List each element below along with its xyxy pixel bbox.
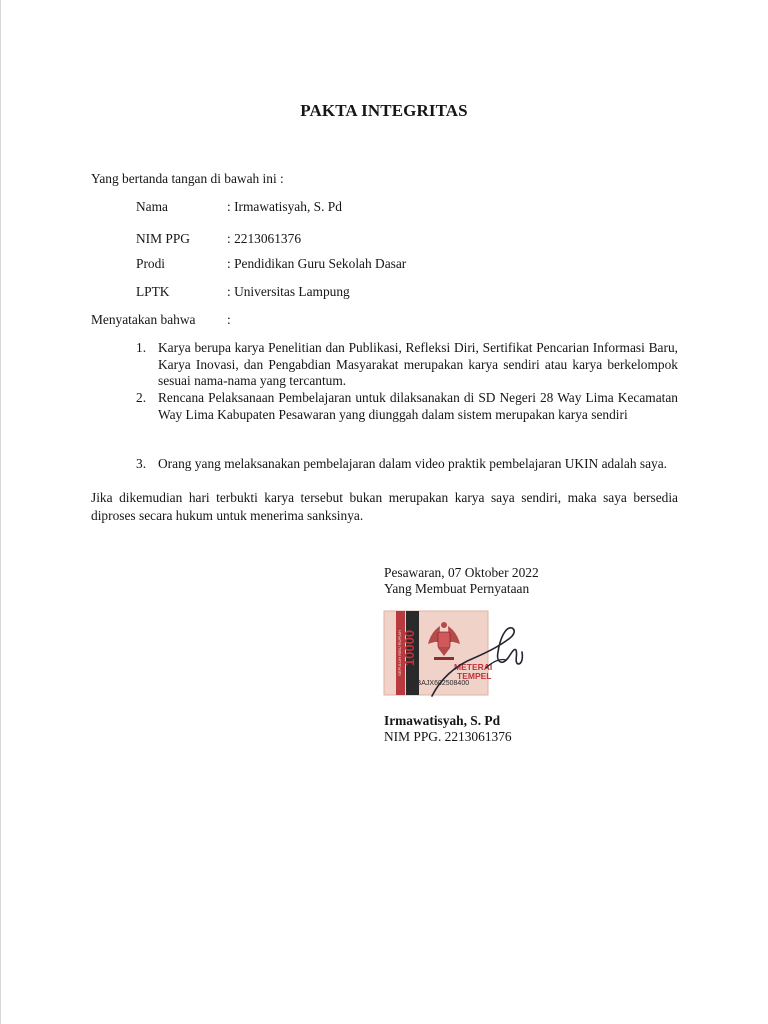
- field-label-nama: Nama: [136, 199, 168, 214]
- declare-label: Menyatakan bahwa: [91, 312, 196, 327]
- statement-number: 2.: [136, 390, 147, 405]
- field-value-nama: : Irmawatisyah, S. Pd: [227, 199, 342, 214]
- signer-nim: NIM PPG. 2213061376: [384, 729, 512, 744]
- meterai-stamp-icon: [382, 608, 524, 700]
- stamp-side-text: SEPULUH RIBU RUPIAH: [397, 630, 402, 676]
- field-label-prodi: Prodi: [136, 256, 166, 271]
- field-value-nim: : 2213061376: [227, 231, 302, 246]
- statement-item: [136, 340, 678, 390]
- statement-item: [136, 456, 678, 473]
- maker-label: Yang Membuat Pernyataan: [384, 581, 530, 596]
- statement-text: Orang yang melaksanakan pembelajaran dalam video praktik pembelajaran UKIN adalah saya.: [158, 456, 668, 471]
- declare-colon: :: [227, 312, 231, 327]
- document-title: PAKTA INTEGRITAS: [300, 101, 468, 120]
- field-value-prodi: : Pendidikan Guru Sekolah Dasar: [227, 256, 407, 271]
- field-label-nim: NIM PPG: [136, 231, 190, 246]
- statement-text: Karya berupa karya Penelitian dan Publikasi, Refleksi Diri, Sertifikat Pencarian Informasi Baru, Karya Inovasi, dan Pengabdian Masyarakat merupakan karya sendiri atau karya berkelompok sesuai nama-nama yang tercantum.: [158, 340, 678, 389]
- statement-item: [136, 390, 678, 423]
- field-label-lptk: LPTK: [136, 284, 170, 299]
- intro-text: Yang bertanda tangan di bawah ini :: [91, 171, 284, 186]
- closing-paragraph: Jika dikemudian hari terbukti karya tersebut bukan merupakan karya saya sendiri, maka saya bersedia diproses secara hukum untuk menerima sanksinya.: [91, 490, 678, 523]
- stamp-serial: 3KBAJX602508400: [408, 680, 470, 687]
- meterai-stamp-with-signature: [382, 608, 524, 700]
- stamp-label-top: METERAI: [454, 662, 493, 672]
- page-edge: [0, 0, 1, 1024]
- signer-name: Irmawatisyah, S. Pd: [384, 713, 501, 728]
- field-value-lptk: : Universitas Lampung: [227, 284, 350, 299]
- statement-number: 3.: [136, 456, 147, 471]
- stamp-value: 10000: [402, 629, 417, 667]
- stamp-label-bottom: TEMPEL: [457, 671, 492, 681]
- statement-number: 1.: [136, 340, 147, 355]
- statement-text: Rencana Pelaksanaan Pembelajaran untuk dilaksanakan di SD Negeri 28 Way Lima Kecamatan Way Lima Kabupaten Pesawaran yang diunggah dalam sistem merupakan karya sendiri: [158, 390, 678, 422]
- place-date: Pesawaran, 07 Oktober 2022: [384, 565, 539, 580]
